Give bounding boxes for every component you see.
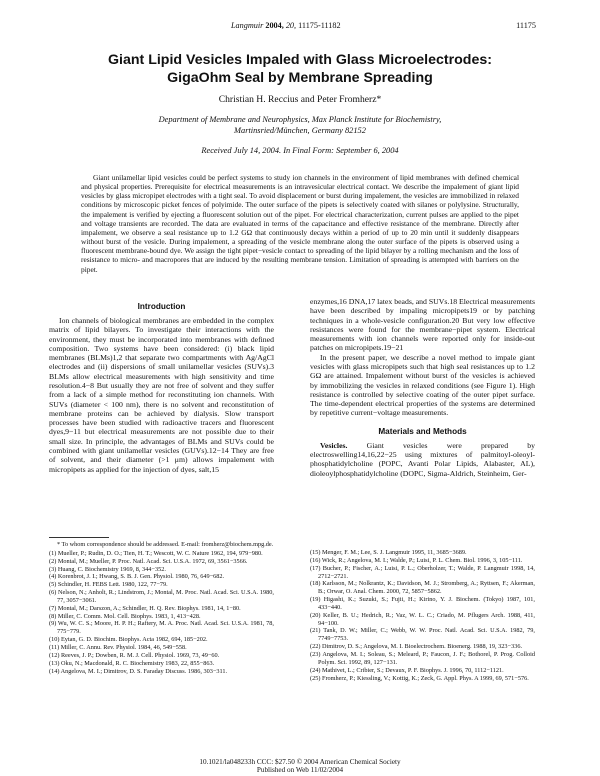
reference-item: (19) Higashi, K.; Suzuki, S.; Fujii, H.; Kirino, Y. J. Biochem. (Tokyo) 1987, 101, 433−440. bbox=[310, 596, 535, 611]
methods-heading: Materials and Methods bbox=[378, 426, 467, 436]
received-dates: Received July 14, 2004. In Final Form: September 6, 2004 bbox=[201, 146, 399, 155]
abstract: Giant unilamellar lipid vesicles could be perfect systems to study ion channels in the environment of lipid membranes with defined chemical and physical properties. Prerequisite for electrical measurements is an intravesicular electrical contact. We describe the impalement of giant lipid vesicles by glass micropipet electrodes with a tight seal. To avoid displacement or burst during impalement, the vesicles are immobilized in relaxed conditions by microscopic picket fences of polyimide. The outer surface of the pipets is selectively coated with silanes or polylysine. Structurally, the impalement is verified by ejecting a fluorescent solution out of the pipet. For electrical characterization, current pulses are applied to the pipet and voltage transients are recorded. The data are evaluated in terms of the capacitance and effective resistance of the membrane. Directly after impalement, we observe a seal resistance up to 1.2 GΩ that continuously decays within a period of up to 20 min until it suddenly disappears without burst of the vesicle. During impalement, a spreading of the vesicle membrane along the outer surface of the pipets is observed using a fluorescent membrane-bound dye. We assign the tight pipet−vesicle contact to spreading of the lipid bilayer by a rolling mechanism and the loss of resistance to micro- and macropores that are induced by the resulting membrane tension. Limitation of spreading is attempted with barriers on the pipet. bbox=[81, 173, 519, 274]
methods-paragraph bbox=[310, 441, 535, 478]
references-left bbox=[49, 550, 274, 676]
article-title bbox=[60, 51, 540, 87]
reference-item: (22) Dimitrov, D. S.; Angelova, M. I. Bioelectrochem. Bioenerg. 1988, 19, 323−336. bbox=[310, 643, 523, 651]
reference-item: (9) Wu, W. C. S.; Moore, H. P. H.; Raftery, M. A. Proc. Natl. Acad. Sci. U.S.A. 1981, 78, 775−779. bbox=[49, 620, 274, 636]
journal-pages: 11175-11182 bbox=[298, 21, 341, 30]
reference-item: (8) Miller, C. Comm. Mol. Cell. Biophys. 1983, 1, 413−428. bbox=[49, 612, 201, 620]
reference-item: (13) Oku, N.; Macdonald, R. C. Biochemistry 1983, 22, 855−863. bbox=[49, 659, 215, 667]
reference-item: (2) Montal, M.; Mueller, P. Proc. Natl. Acad. Sci. U.S.A. 1972, 69, 3561−3566. bbox=[49, 557, 248, 565]
reference-item: (21) Tank, D. W.; Miller, C.; Webb, W. W. Proc. Natl. Acad. Sci. U.S.A. 1982, 79, 7749−7753. bbox=[310, 627, 535, 643]
journal-citation bbox=[231, 21, 341, 30]
reference-item: (7) Montal, M.; Darszon, A.; Schindler, H. Q. Rev. Biophys. 1981, 14, 1−80. bbox=[49, 604, 241, 612]
reference-item: (6) Nelson, N.; Anholt, R.; Lindstrom, J.; Montal, M. Proc. Natl. Acad. Sci. U.S.A. 1980, 77, 3057−3061. bbox=[49, 589, 274, 604]
reference-item: (16) Wick, R.; Angelova, M. I.; Walde, P.; Luisi, P. L. Chem. Biol. 1996, 3, 105−111. bbox=[310, 556, 523, 564]
reference-item: (20) Keller, B. U.; Hedrich, R.; Vaz, W. L. C.; Criado, M. Pflugers Arch. 1988, 411, 94−100. bbox=[310, 611, 535, 627]
doi-copyright: 10.1021/la048233h CCC: $27.50 © 2004 American Chemical Society bbox=[199, 758, 401, 766]
body-paragraph-continued: enzymes,16 DNA,17 latex beads, and SUVs.18 Electrical measurements have been described by impaling micropipets19 or by patching techniques in a whole-vesicle configuration.20 But very low effective resistances were found for the membrane−pipet system. Electrical measurements with ion channels were reported only for inside-out patches on micropipets.19−21 bbox=[310, 297, 535, 353]
reference-item: (3) Huang, C. Biochemistry 1969, 8, 344−352. bbox=[49, 565, 166, 573]
authors: Christian H. Reccius and Peter Fromherz* bbox=[218, 94, 382, 105]
publication-date: Published on Web 11/02/2004 bbox=[256, 766, 344, 775]
reference-item: (1) Mueller, P.; Rudin, D. O.; Tien, H. T.; Wescott, W. C. Nature 1962, 194, 979−980. bbox=[49, 549, 263, 557]
vesicles-runin-heading: Vesicles. bbox=[320, 440, 348, 450]
reference-item: (18) Karlsson, M.; Nolkrantz, K.; Davidson, M. J.; Stromberg, A.; Ryttsen, F.; Akerman, B.; Orwar, O. Anal. Chem. 2000, 72, 5857−5862. bbox=[310, 580, 535, 596]
reference-item: (24) Mathivet, L.; Cribier, S.; Devaux, P. F. Biophys. J. 1996, 70, 1112−1121. bbox=[310, 666, 504, 674]
affiliation bbox=[60, 114, 540, 136]
footnotes-left bbox=[49, 536, 274, 675]
reference-item: (10) Eytan, G. D. Biochim. Biophys. Acta 1982, 694, 185−202. bbox=[49, 636, 208, 644]
journal-volume: 20, bbox=[285, 21, 297, 30]
reference-item: (11) Miller, C. Annu. Rev. Physiol. 1984, 46, 549−558. bbox=[49, 643, 187, 651]
right-column bbox=[310, 297, 535, 478]
references-right bbox=[310, 549, 535, 682]
reference-item: (15) Menger, F. M.; Lee, S. J. Langmuir 1995, 11, 3685−3689. bbox=[310, 549, 467, 556]
page-footer bbox=[0, 758, 600, 775]
page-number: 11175 bbox=[516, 21, 536, 30]
reference-item: (25) Fromherz, P.; Kiessling, V.; Kottig, K.; Zeck, G. Appl. Phys. A 1999, 69, 571−576. bbox=[310, 674, 529, 682]
running-header bbox=[0, 21, 600, 33]
reference-item: (17) Bucher, P.; Fischer, A.; Luisi, P. L.; Oberholzer, T.; Walde, P. Langmuir 1998, 14, 2712−2721. bbox=[310, 564, 535, 580]
body-paragraph-present-paper: In the present paper, we describe a novel method to impale giant vesicles with glass micropipets such that high seal resistances up to 1.2 GΩ are attained. Impalement without burst of the vesicles is achieved by immobilizing the vesicles in relaxed conditions (see Figure 1). High resistance is controlled by selective coating of the outer pipet surface. The time-dependent electrical properties of the systems are determined by repetitive current−voltage measurements. bbox=[310, 352, 535, 418]
reference-item: (12) Reeves, J. P.; Dowben, R. M. J. Cell. Physiol. 1969, 73, 49−60. bbox=[49, 651, 220, 659]
title-line-2: GigaOhm Seal by Membrane Spreading bbox=[167, 70, 433, 86]
journal-name: Langmuir bbox=[231, 21, 264, 30]
affiliation-line-2: Martinsried/München, Germany 82152 bbox=[234, 126, 366, 135]
reference-item: (5) Schindler, H. FEBS Lett. 1980, 122, 77−79. bbox=[49, 581, 168, 589]
left-column bbox=[49, 297, 274, 474]
reference-item: (23) Angelova, M. I.; Soleau, S.; Meleard, P.; Faucon, J. F.; Bothorel, P. Prog. Colloid Polym. Sci. 1992, 89, 127−131. bbox=[310, 650, 535, 666]
journal-year: 2004, bbox=[265, 21, 284, 30]
reference-item: (14) Angelova, M. I.; Dimitrov, D. S. Faraday Discuss. 1986, 303−311. bbox=[49, 667, 228, 675]
introduction-paragraph: Ion channels of biological membranes are embedded in the complex matrix of lipid bilayers. To investigate their interactions with the environment, they must be incorporated into membranes with defined composition. Two systems have been considered: (i) black lipid membranes (BLMs)1,2 that separate two compartments with Ag/AgCl electrodes and (ii) dispersions of small unilamellar vesicles (SUVs).3 BLMs allow electrical measurements with high sensitivity and time resolution.4−8 But usually they are not free of solvent and they suffer from a lack of a simple method for reconstituting ion channels. With SUVs (diameter < 100 nm), there is no solvent and reconstitution of membrane proteins can be achieved by dialysis. Slow transport processes have been studied with radioactive tracers and fluorescent dyes,9−11 but electrical measurements are not possible due to their small size. In principle, the advantages of BLMs and SUVs could be combined with giant unilamellar vesicles (GUVs).12−14 They are free of solvent, and their diameter (>1 μm) allows impalement with micropipets as applied for the injection of dyes, salt,15 bbox=[49, 316, 274, 474]
methods-paragraph-text: Giant vesicles were prepared by electroswelling14,16,22−25 using mixtures of palmitoyl-oleoyl-phosphatidylcholine (POPC, Avanti Polar Lipids, Alabaster, AL), dioleoylphosphatidylcholine (DOPC, Sigma-Aldrich, Steinheim, Ger- bbox=[310, 440, 535, 478]
affiliation-line-1: Department of Membrane and Neurophysics, Max Planck Institute for Biochemistry, bbox=[158, 115, 442, 124]
introduction-heading: Introduction bbox=[137, 302, 186, 311]
correspondence-note: * To whom correspondence should be addressed. E-mail: fromherz@biochem.mpg.de. bbox=[57, 541, 274, 548]
reference-item: (4) Korenbrot, J. I.; Hwang, S. B. J. Gen. Physiol. 1980, 76, 649−682. bbox=[49, 573, 225, 581]
title-line-1: Giant Lipid Vesicles Impaled with Glass Microelectrodes: bbox=[108, 52, 492, 68]
